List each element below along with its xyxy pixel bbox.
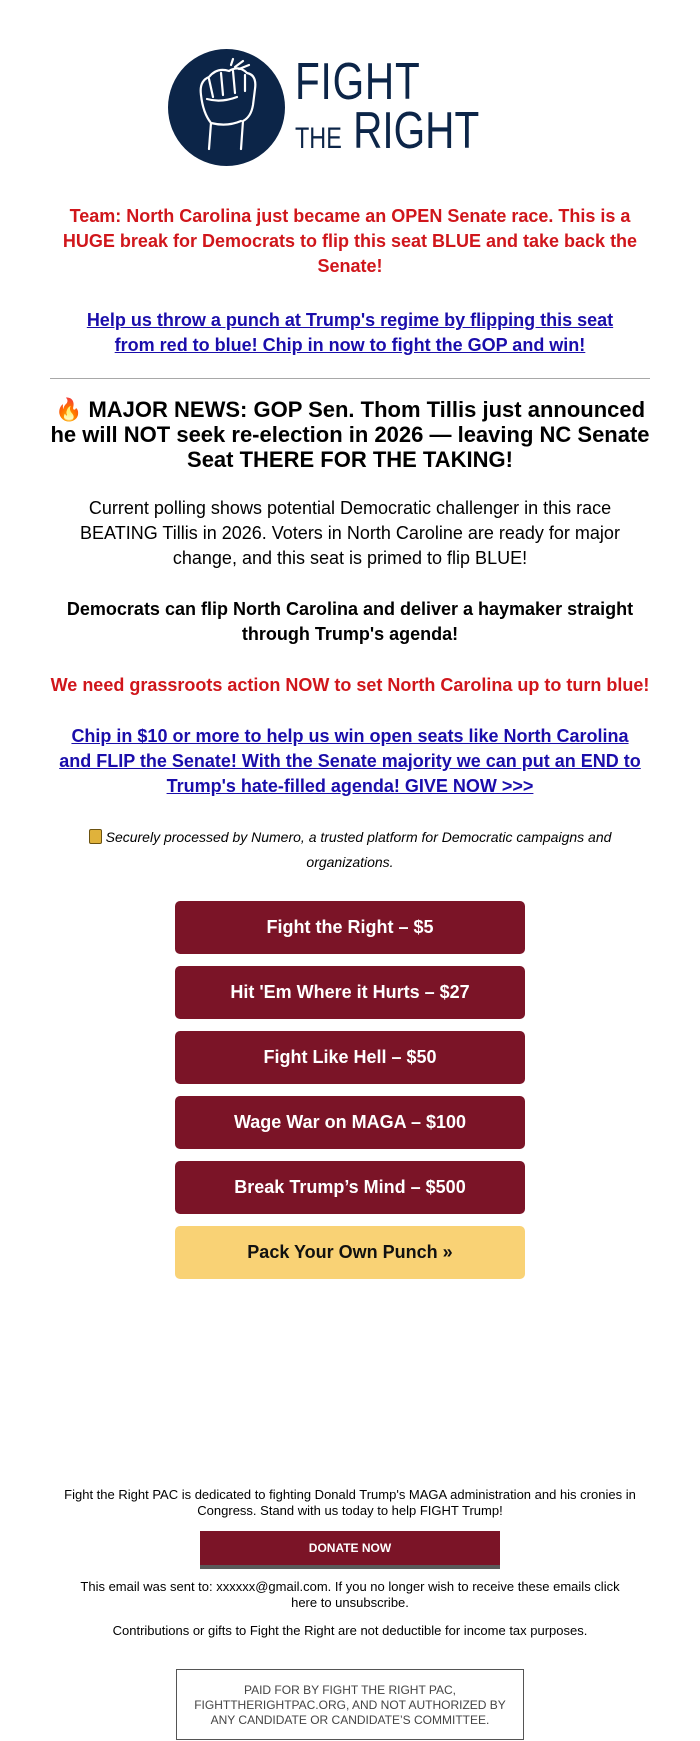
paid-for-by-box: PAID FOR BY FIGHT THE RIGHT PAC, FIGHTTHERIGHTPAC.ORG, AND NOT AUTHORIZED BY ANY CANDIDATE OR CANDIDATE’S COMMITTEE.: [176, 1669, 524, 1740]
haymaker-paragraph: Democrats can flip North Carolina and deliver a haymaker straight through Trump's agenda!: [66, 599, 634, 644]
donation-buttons: [50, 901, 650, 1291]
secure-note: [50, 825, 650, 875]
email-body: [50, 0, 650, 1740]
donate-5-button[interactable]: Fight the Right – $5: [175, 901, 525, 954]
footer-mission: Fight the Right PAC is dedicated to fighting Donald Trump's MAGA administration and his cronies in Congress. Stand with us today to help FIGHT Trump!: [64, 1487, 636, 1518]
donate-100-button[interactable]: Wage War on MAGA – $100: [175, 1096, 525, 1149]
custom-amount-button[interactable]: Pack Your Own Punch »: [175, 1226, 525, 1279]
logo[interactable]: [50, 0, 650, 166]
cta-link-1[interactable]: Help us throw a punch at Trump's regime by flipping this seat from red to blue! Chip in now to fight the GOP and win!: [86, 310, 614, 355]
logo-line-the-right: [295, 102, 480, 160]
donate-27-button[interactable]: Hit 'Em Where it Hurts – $27: [175, 966, 525, 1019]
fist-logo-icon: [168, 49, 285, 166]
footer-tax-note: Contributions or gifts to Fight the Right are not deductible for income tax purposes.: [112, 1623, 588, 1638]
logo-wordmark: [295, 52, 531, 160]
secure-note-text: Securely processed by Numero, a trusted platform for Democratic campaigns and organizations.: [105, 829, 612, 870]
polling-paragraph: Current polling shows potential Democratic challenger in this race BEATING Tillis in 2026. Voters in North Caroline are ready for major change, and this seat is primed to flip BLUE!: [80, 498, 620, 568]
donate-500-button[interactable]: Break Trump’s Mind – $500: [175, 1161, 525, 1214]
divider: [50, 378, 650, 379]
grassroots-paragraph: We need grassroots action NOW to set North Carolina up to turn blue!: [50, 675, 650, 695]
footer-sent-to[interactable]: This email was sent to: xxxxxx@gmail.com. If you no longer wish to receive these emails click here to unsubscribe.: [80, 1579, 620, 1610]
intro-text: Team: North Carolina just became an OPEN Senate race. This is a HUGE break for Democrats to flip this seat BLUE and take back the Senate!: [62, 206, 638, 276]
logo-line-fight: FIGHT: [295, 52, 421, 111]
headline-text: MAJOR NEWS: GOP Sen. Thom Tillis just announced he will NOT seek re-election in 2026 — leaving NC Senate Seat THERE FOR THE TAKING!: [50, 397, 650, 472]
logo-the: THE: [295, 122, 343, 155]
headline: [50, 397, 650, 472]
logo-right: RIGHT: [353, 102, 480, 160]
cta-link-block-1: [50, 308, 650, 358]
lock-icon: [89, 829, 102, 844]
cta-link-2[interactable]: Chip in $10 or more to help us win open seats like North Carolina and FLIP the Senate! With the Senate majority we can put an END to Trump's hate-filled agenda! GIVE NOW >>>: [59, 726, 641, 796]
donate-now-button[interactable]: DONATE NOW: [200, 1531, 500, 1569]
donate-50-button[interactable]: Fight Like Hell – $50: [175, 1031, 525, 1084]
fire-icon: 🔥: [54, 397, 83, 422]
raised-fist-icon: [187, 57, 267, 157]
cta-link-block-2: [50, 724, 650, 799]
